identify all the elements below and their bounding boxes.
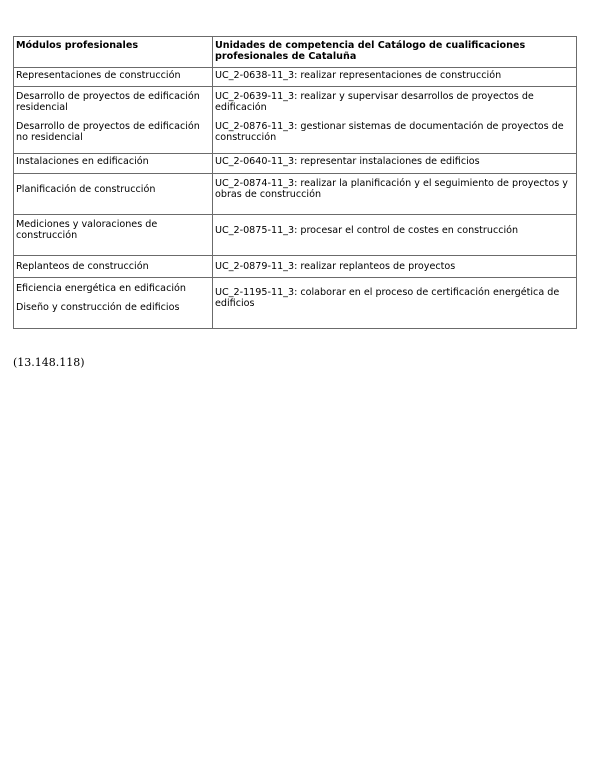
unit-name: UC_2-0639-11_3: realizar y supervisar desarrollos de proyectos de edificación bbox=[215, 91, 534, 113]
module-cell bbox=[14, 87, 213, 154]
module-name: Eficiencia energética en edificación bbox=[16, 283, 186, 294]
unit-name: UC_2-0876-11_3: gestionar sistemas de documentación de proyectos de construcción bbox=[215, 121, 564, 143]
unit-name: UC_2-0875-11_3: procesar el control de costes en construcción bbox=[215, 225, 519, 236]
table-row bbox=[14, 215, 577, 256]
module-name: Diseño y construcción de edificios bbox=[16, 302, 180, 313]
unit-cell bbox=[213, 278, 577, 329]
unit-cell bbox=[213, 154, 577, 174]
header-modules: Módulos profesionales bbox=[14, 37, 213, 68]
module-cell bbox=[14, 256, 213, 278]
competency-table bbox=[13, 36, 577, 329]
unit-cell bbox=[213, 87, 577, 154]
unit-name: UC_2-0874-11_3: realizar la planificación y el seguimiento de proyectos y obras de construcción bbox=[215, 178, 568, 200]
unit-cell bbox=[213, 215, 577, 256]
module-name: Desarrollo de proyectos de edificación residencial bbox=[16, 91, 200, 113]
unit-name: UC_2-0638-11_3: realizar representaciones de construcción bbox=[215, 70, 502, 81]
module-name: Replanteos de construcción bbox=[16, 261, 149, 272]
document-reference: (13.148.118) bbox=[13, 356, 85, 369]
unit-cell bbox=[213, 174, 577, 215]
module-name: Mediciones y valoraciones de construcción bbox=[16, 219, 158, 241]
header-units: Unidades de competencia del Catálogo de cualificaciones profesionales de Cataluña bbox=[213, 37, 577, 68]
table-row bbox=[14, 278, 577, 329]
unit-cell bbox=[213, 256, 577, 278]
unit-name: UC_2-0879-11_3: realizar replanteos de proyectos bbox=[215, 261, 456, 272]
module-name: Instalaciones en edificación bbox=[16, 156, 149, 167]
table-row bbox=[14, 87, 577, 154]
table-row bbox=[14, 68, 577, 87]
table-header-row bbox=[14, 37, 577, 68]
module-name: Desarrollo de proyectos de edificación no residencial bbox=[16, 121, 200, 143]
module-name: Representaciones de construcción bbox=[16, 70, 181, 81]
module-cell bbox=[14, 278, 213, 329]
table-row bbox=[14, 154, 577, 174]
unit-name: UC_2-0640-11_3: representar instalaciones de edificios bbox=[215, 156, 480, 167]
module-cell bbox=[14, 215, 213, 256]
unit-name: UC_2-1195-11_3: colaborar en el proceso de certificación energética de edificios bbox=[215, 287, 560, 309]
module-cell bbox=[14, 154, 213, 174]
module-name: Planificación de construcción bbox=[16, 184, 156, 195]
module-cell bbox=[14, 174, 213, 215]
module-cell bbox=[14, 68, 213, 87]
table-row bbox=[14, 256, 577, 278]
unit-cell bbox=[213, 68, 577, 87]
table-row bbox=[14, 174, 577, 215]
